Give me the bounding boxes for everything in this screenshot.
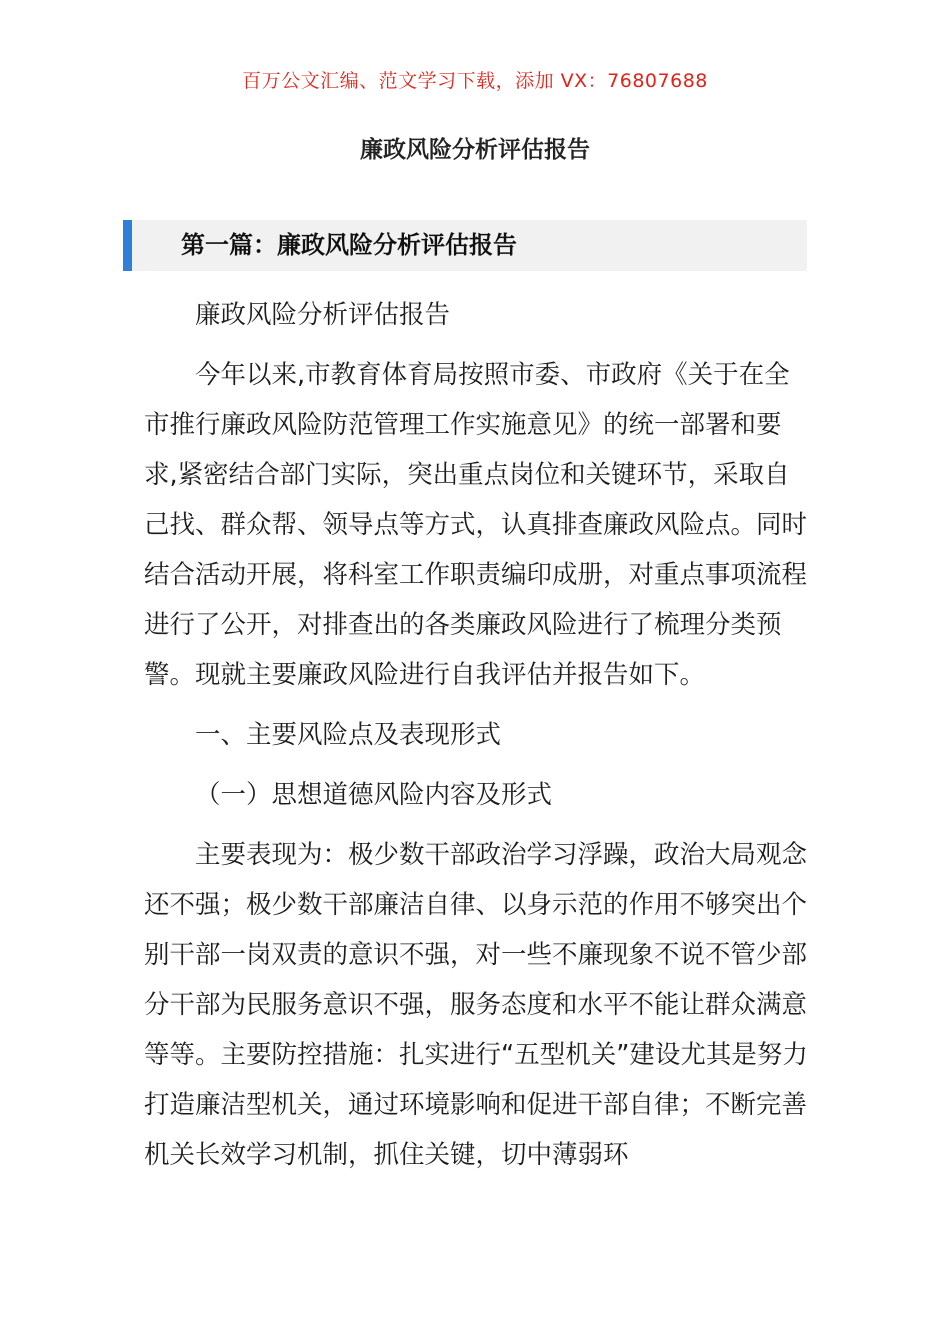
document-title: 廉政风险分析评估报告: [360, 137, 590, 163]
section-heading: 第一篇：廉政风险分析评估报告: [181, 231, 517, 259]
heading-level-2: （一）思想道德风险内容及形式: [195, 780, 553, 810]
section-accent-bar: [123, 220, 132, 271]
heading-level-1: 一、主要风险点及表现形式: [195, 720, 502, 750]
watermark-banner: 百万公文汇编、范文学习下载，添加 VX：76807688: [242, 70, 708, 92]
paragraph-intro: 今年以来,市教育体育局按照市委、市政府《关于在全市推行廉政风险防范管理工作实施意见》的统一部署和要求,紧密结合部门实际，突出重点岗位和关键环节，采取自己找、群众帮、领导点等方式，认真排查廉政风险点。同时结合活动开展，将科室工作职责编印成册，对重点事项流程进行了公开，对排查出的各类廉政风险进行了梳理分类预警。现就主要廉政风险进行自我评估并报告如下。: [144, 360, 808, 690]
section-heading-block: [123, 220, 807, 271]
paragraph-content: 主要表现为：极少数干部政治学习浮躁，政治大局观念还不强；极少数干部廉洁自律、以身示范的作用不够突出个别干部一岗双责的意识不强，对一些不廉现象不说不管少部分干部为民服务意识不强，服务态度和水平不能让群众满意等等。主要防控措施：扎实进行“五型机关”建设尤其是努力打造廉洁型机关，通过环境影响和促进干部自律；不断完善机关长效学习机制，抓住关键，切中薄弱环: [144, 840, 808, 1170]
document-body: [144, 290, 809, 1180]
paragraph-subtitle: 廉政风险分析评估报告: [195, 300, 451, 330]
